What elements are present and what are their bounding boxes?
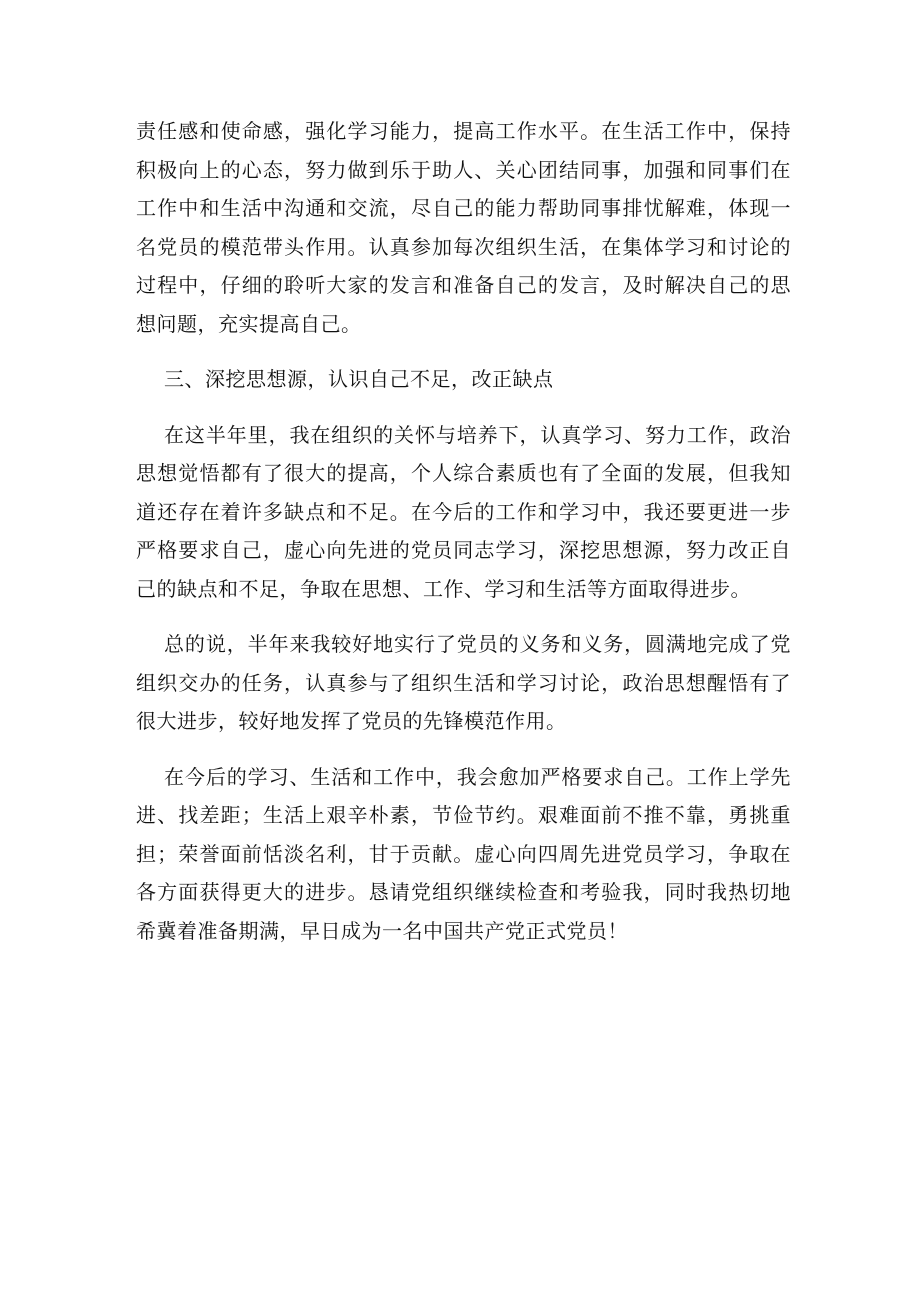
document-body (136, 112, 791, 950)
paragraph-future-commitment: 在今后的学习、生活和工作中，我会愈加严格要求自己。工作上学先进、找差距；生活上艰辛朴素，节俭节约。艰难面前不推不靠，勇挑重担；荣誉面前恬淡名利，甘于贡献。虚心向四周先进党员学习，争取在各方面获得更大的进步。恳请党组织继续检查和考验我，同时我热切地希冀着准备期满，早日成为一名中国共产党正式党员！ (136, 764, 791, 943)
paragraph-half-year-reflection: 在这半年里，我在组织的关怀与培养下，认真学习、努力工作，政治思想觉悟都有了很大的提高，个人综合素质也有了全面的发展，但我知道还存在着许多缺点和不足。在今后的工作和学习中，我还要更进一步严格要求自己，虚心向先进的党员同志学习，深挖思想源，努力改正自己的缺点和不足，争取在思想、工作、学习和生活等方面取得进步。 (136, 422, 791, 601)
paragraph-summary: 总的说，半年来我较好地实行了党员的义务和义务，圆满地完成了党组织交办的任务，认真参与了组织生活和学习讨论，政治思想醒悟有了很大进步，较好地发挥了党员的先锋模范作用。 (136, 632, 791, 733)
section-heading-three: 三、深挖思想源，认识自己不足，改正缺点 (164, 367, 554, 391)
paragraph-responsibility: 责任感和使命感，强化学习能力，提高工作水平。在生活工作中，保持积极向上的心态，努力做到乐于助人、关心团结同事，加强和同事们在工作中和生活中沟通和交流，尽自己的能力帮助同事排忧解难，体现一名党员的模范带头作用。认真参加每次组织生活，在集体学习和讨论的过程中，仔细的聆听大家的发言和准备自己的发言，及时解决自己的思想问题，充实提高自己。 (136, 119, 791, 336)
